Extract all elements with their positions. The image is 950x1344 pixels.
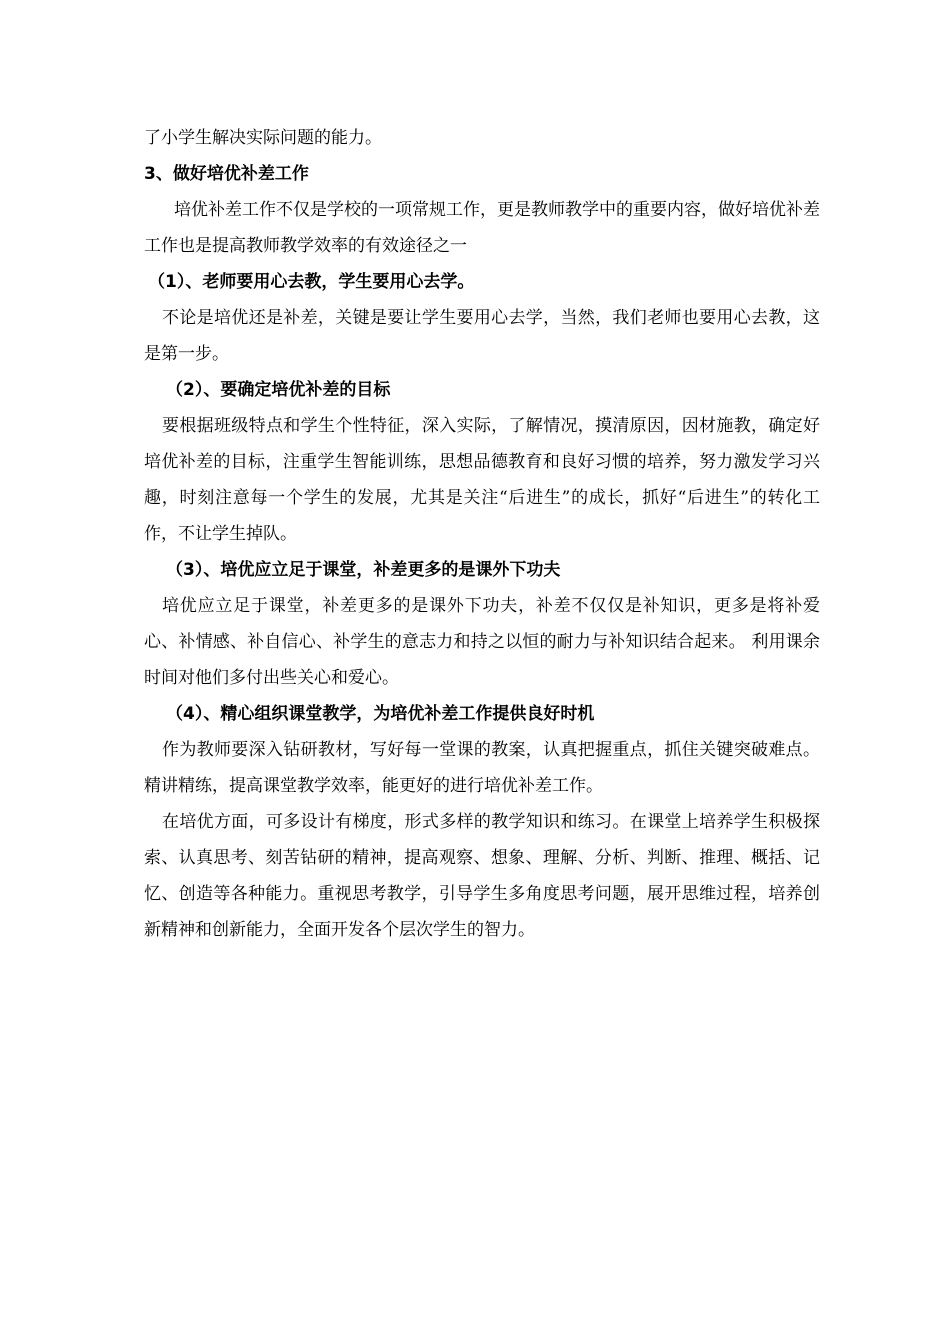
paragraph-5: 在培优方面，可多设计有梯度，形式多样的教学知识和练习。在课堂上培养学生积极探索、认真思考、刻苦钻研的精神，提高观察、想象、理解、分析、判断、推理、概括、记忆、创造等各种能力。重视思考教学，引导学生多角度思考问题，展开思维过程，培养创新精神和创新能力，全面开发各个层次学生的智力。 bbox=[144, 812, 820, 940]
subheading-1: （1）、老师要用心去教，学生要用心去学。 bbox=[148, 272, 475, 292]
paragraph-intro: 培优补差工作不仅是学校的一项常规工作，更是教师教学中的重要内容，做好培优补差工作也是提高教师教学效率的有效途径之一 bbox=[144, 200, 820, 256]
document-body bbox=[144, 120, 820, 948]
subheading-3: （3）、培优应立足于课堂，补差更多的是课外下功夫 bbox=[166, 560, 561, 580]
paragraph-continuation: 了小学生解决实际问题的能力。 bbox=[144, 128, 382, 148]
paragraph-1: 不论是培优还是补差，关键是要让学生要用心去学，当然，我们老师也要用心去教，这是第一步。 bbox=[144, 308, 820, 364]
paragraph-3: 培优应立足于课堂，补差更多的是课外下功夫，补差不仅仅是补知识，更多是将补爱心、补情感、补自信心、补学生的意志力和持之以恒的耐力与补知识结合起来。 利用课余时间对他们多付出些关心和爱心。 bbox=[144, 596, 820, 688]
subheading-2: （2）、要确定培优补差的目标 bbox=[166, 380, 391, 400]
paragraph-2: 要根据班级特点和学生个性特征，深入实际，了解情况，摸清原因，因材施教，确定好培优补差的目标，注重学生智能训练，思想品德教育和良好习惯的培养，努力激发学习兴趣，时刻注意每一个学生的发展，尤其是关注“后进生”的成长，抓好“后进生”的转化工作，不让学生掉队。 bbox=[144, 416, 820, 544]
subheading-4: （4）、精心组织课堂教学，为培优补差工作提供良好时机 bbox=[166, 704, 595, 724]
paragraph-4: 作为教师要深入钻研教材，写好每一堂课的教案，认真把握重点，抓住关键突破难点。精讲精练，提高课堂教学效率，能更好的进行培优补差工作。 bbox=[144, 740, 820, 796]
section-heading-3: 3、做好培优补差工作 bbox=[144, 164, 309, 184]
